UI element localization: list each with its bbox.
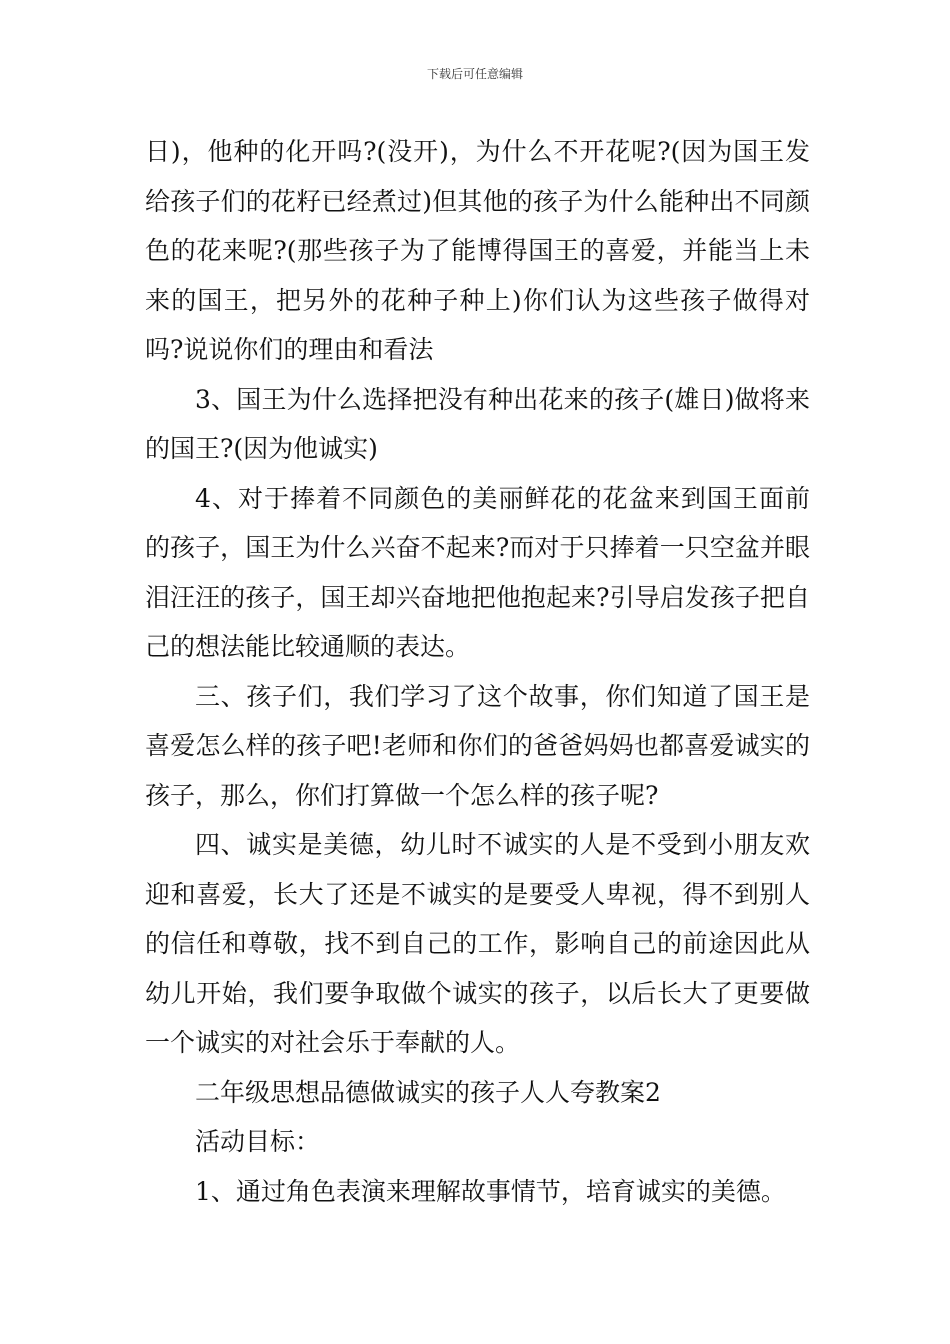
paragraph-item-3: 3、国王为什么选择把没有种出花来的孩子(雄日)做将来的国王?(因为他诚实) [145,384,810,463]
paragraph-item-4: 4、对于捧着不同颜色的美丽鲜花的花盆来到国王面前的孩子，国王为什么兴奋不起来?而对于只捧着一只空盆并眼泪汪汪的孩子，国王却兴奋地把他抱起来?引导启发孩子把自己的想法能比较通顺的表达。 [145,483,810,661]
document-body [145,127,810,1216]
paragraph-continued-questions: 日)，他种的化开吗?(没开)，为什么不开花呢?(因为国王发给孩子们的花籽已经煮过)但其他的孩子为什么能种出不同颜色的花来呢?(那些孩子为了能博得国王的喜爱，并能当上未来的国王，把另外的花种子种上)你们认为这些孩子做得对吗?说说你们的理由和看法 [145,137,810,364]
page-header: 下载后可任意编辑 [426,67,523,81]
paragraph-section-4: 四、诚实是美德，幼儿时不诚实的人是不受到小朋友欢迎和喜爱，长大了还是不诚实的是要受人卑视，得不到别人的信任和尊敬，找不到自己的工作，影响自己的前途因此从幼儿开始，我们要争取做个诚实的孩子，以后长大了更要做一个诚实的对社会乐于奉献的人。 [145,830,810,1057]
paragraph-section-3: 三、孩子们，我们学习了这个故事，你们知道了国王是喜爱怎么样的孩子吧!老师和你们的爸爸妈妈也都喜爱诚实的孩子，那么，你们打算做一个怎么样的孩子呢? [145,681,810,810]
activity-goals-heading: 活动目标： [195,1127,321,1156]
activity-goal-1: 1、通过角色表演来理解故事情节，培育诚实的美德。 [195,1176,786,1206]
lesson-plan-title: 二年级思想品德做诚实的孩子人人夸教案2 [195,1077,661,1107]
